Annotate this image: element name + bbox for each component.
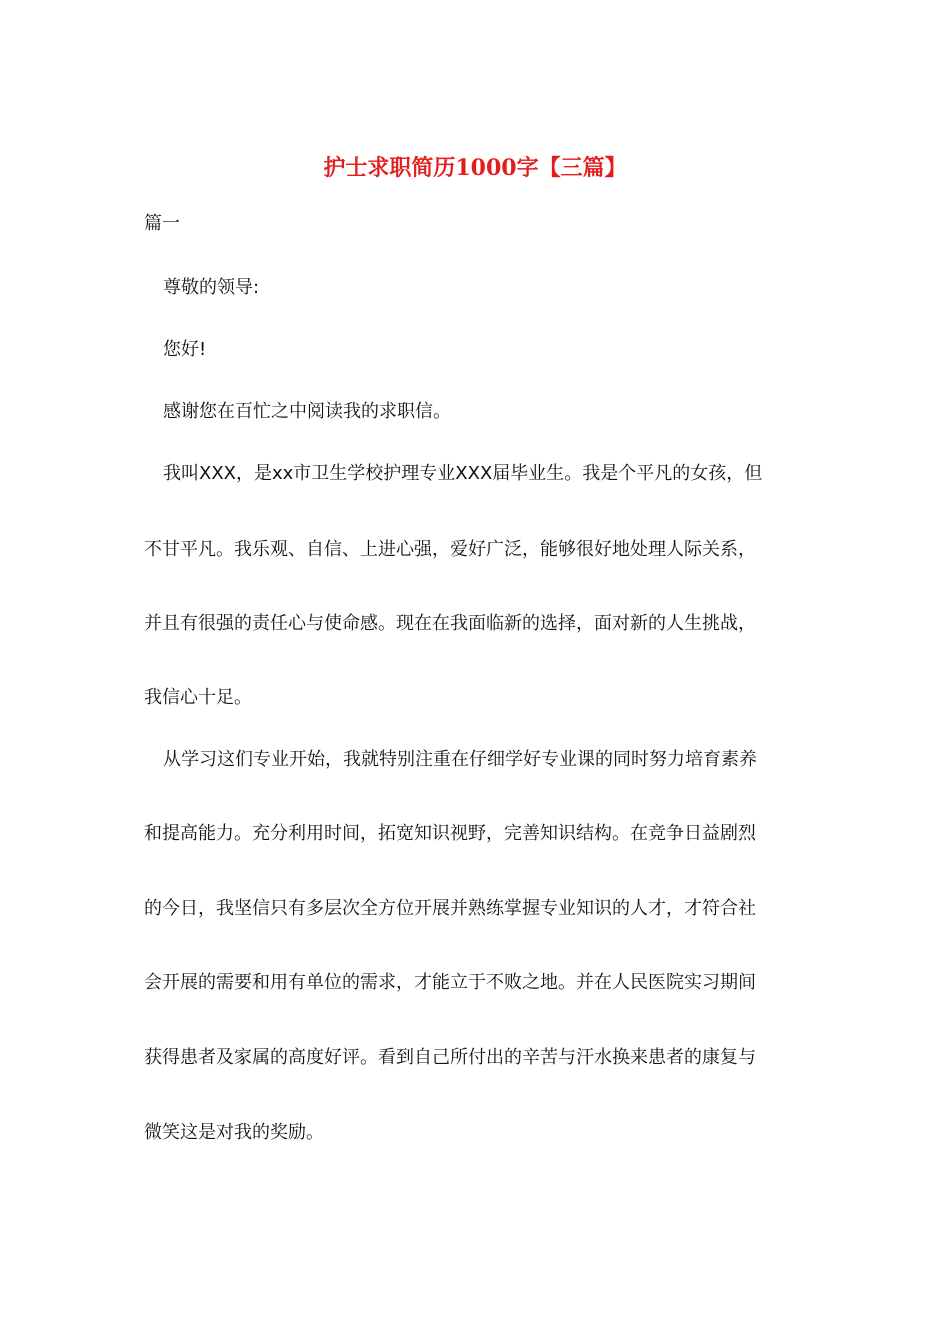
paragraph-line: 和提高能力。充分利用时间，拓宽知识视野，完善知识结构。在竞争日益剧烈 xyxy=(144,823,756,844)
paragraph-line: 会开展的需要和用有单位的需求，才能立于不败之地。并在人民医院实习期间 xyxy=(144,972,756,993)
document-title: 护士求职简历1000字【三篇】 xyxy=(323,155,627,181)
paragraph-line: 从学习这们专业开始，我就特别注重在仔细学好专业课的同时努力培育素养 xyxy=(163,749,757,770)
thanks-line: 感谢您在百忙之中阅读我的求职信。 xyxy=(163,401,451,422)
paragraph-line: 的今日，我坚信只有多层次全方位开展并熟练掌握专业知识的人才，才符合社 xyxy=(144,898,756,919)
paragraph-line: 并且有很强的责任心与使命感。现在在我面临新的选择，面对新的人生挑战， xyxy=(144,613,756,634)
section-label: 篇一 xyxy=(144,213,180,234)
greeting: 尊敬的领导: xyxy=(163,277,260,298)
salutation: 您好! xyxy=(163,339,207,360)
paragraph-line: 我叫XXX，是xx市卫生学校护理专业XXX届毕业生。我是个平凡的女孩，但 xyxy=(163,463,763,484)
paragraph-line: 获得患者及家属的高度好评。看到自己所付出的辛苦与汗水换来患者的康复与 xyxy=(144,1047,756,1068)
paragraph-line: 不甘平凡。我乐观、自信、上进心强，爱好广泛，能够很好地处理人际关系， xyxy=(144,539,756,560)
paragraph-line: 我信心十足。 xyxy=(144,687,252,708)
paragraph-line: 微笑这是对我的奖励。 xyxy=(144,1122,324,1143)
